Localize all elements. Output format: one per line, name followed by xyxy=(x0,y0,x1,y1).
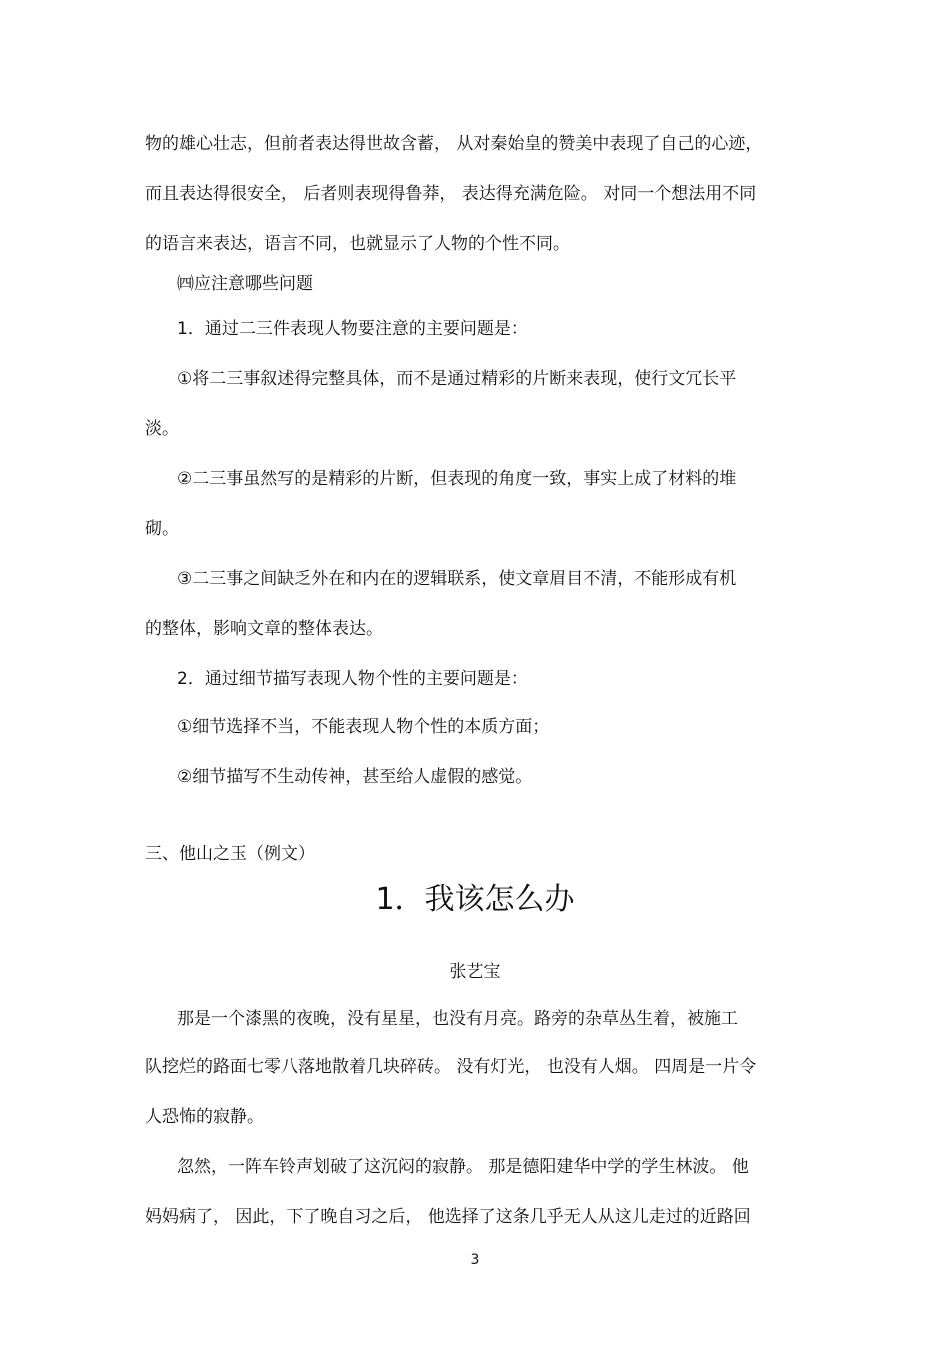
line-06: ①将二三事叙述得完整具体，而不是通过精彩的片断来表现，使行文冗长平 xyxy=(177,369,737,389)
article-title: 1．我该怎么办 xyxy=(375,882,575,917)
line-07: 淡。 xyxy=(145,419,179,439)
line-13: ①细节选择不当，不能表现人物个性的本质方面； xyxy=(177,717,550,737)
section-heading-3: 三、他山之玉（例文） xyxy=(145,844,315,864)
point-1-heading: 1．通过二三件表现人物要注意的主要问题是： xyxy=(177,319,528,339)
line-14: ②细节描写不生动传神，甚至给人虚假的感觉。 xyxy=(177,767,533,787)
point-2-heading: 2．通过细节描写表现人物个性的主要问题是： xyxy=(177,669,528,689)
line-09: 砌。 xyxy=(145,519,179,539)
article-line-3: 人恐怖的寂静。 xyxy=(145,1107,264,1127)
line-02: 而且表达得很安全， 后者则表现得鲁莽， 表达得充满危险。 对同一个想法用不同 xyxy=(145,184,757,204)
line-01: 物的雄心壮志，但前者表达得世故含蓄， 从对秦始皇的赞美中表现了自己的心迹， xyxy=(145,134,763,154)
article-line-4: 忽然，一阵车铃声划破了这沉闷的寂静。 那是德阳建华中学的学生林波。 他 xyxy=(177,1157,749,1177)
line-11: 的整体，影响文章的整体表达。 xyxy=(145,619,383,639)
page-number: 3 xyxy=(470,1252,480,1268)
line-03: 的语言来表达，语言不同，也就显示了人物的个性不同。 xyxy=(145,234,570,254)
article-line-2: 队挖烂的路面七零八落地散着几块碎砖。 没有灯光， 也没有人烟。 四周是一片令 xyxy=(145,1057,757,1077)
article-line-1: 那是一个漆黑的夜晚，没有星星，也没有月亮。路旁的杂草丛生着，被施工 xyxy=(177,1009,738,1029)
line-08: ②二三事虽然写的是精彩的片断，但表现的角度一致，事实上成了材料的堆 xyxy=(177,469,737,489)
article-author: 张艺宝 xyxy=(449,962,501,982)
line-10: ③二三事之间缺乏外在和内在的逻辑联系，使文章眉目不清，不能形成有机 xyxy=(177,569,737,589)
article-line-5: 妈妈病了， 因此，下了晚自习之后， 他选择了这条几乎无人从这儿走过的近路回 xyxy=(145,1207,751,1227)
section-heading-4: ㈣应注意哪些问题 xyxy=(177,274,313,294)
